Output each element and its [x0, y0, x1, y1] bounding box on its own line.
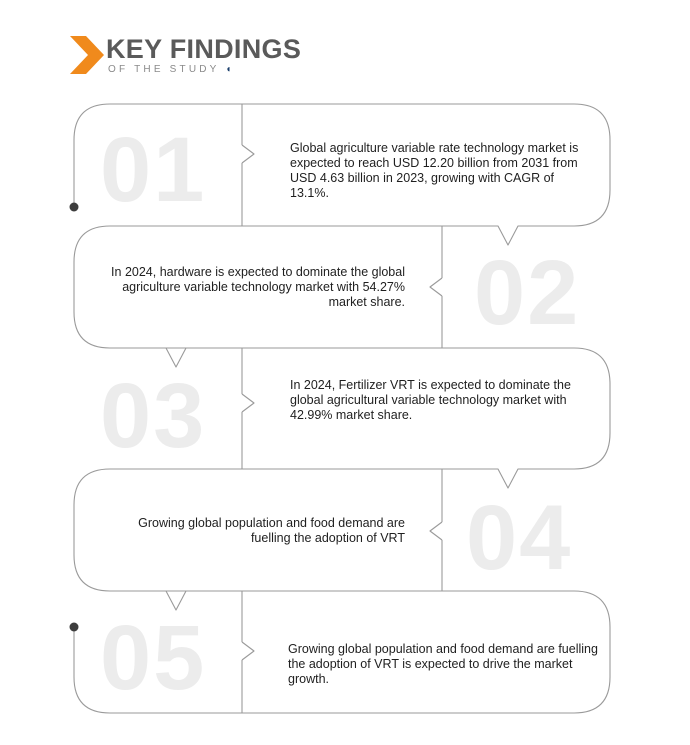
finding-number-04: 04	[466, 487, 573, 589]
finding-number-02: 02	[474, 242, 581, 344]
finding-number-01: 01	[100, 119, 207, 221]
finding-text-01: Global agriculture variable rate technology market is expected to reach USD 12.20 billion from 2031 from USD 4.63 billion in 2023, growing with CAGR of 13.1%.	[290, 141, 579, 200]
finding-number-03: 03	[100, 365, 207, 467]
moon-icon: ◖	[225, 64, 232, 75]
flow-end-dot	[70, 623, 79, 632]
finding-text-03: In 2024, Fertilizer VRT is expected to dominate the global agricultural variable technology market with 42.99% market share.	[290, 378, 571, 422]
finding-text-02: In 2024, hardware is expected to dominate the global agriculture variable technology market with 54.27% market share.	[111, 265, 405, 309]
finding-text-05: Growing global population and food demand are fuelling the adoption of VRT is expected to drive the market growth.	[288, 642, 598, 686]
page-title: KEY FINDINGS	[106, 34, 302, 64]
page-subtitle-text: OF THE STUDY	[108, 64, 220, 75]
finding-text-04: Growing global population and food demand are fuelling the adoption of VRT	[138, 516, 405, 545]
flow-start-dot	[70, 203, 79, 212]
finding-number-05: 05	[100, 607, 207, 709]
